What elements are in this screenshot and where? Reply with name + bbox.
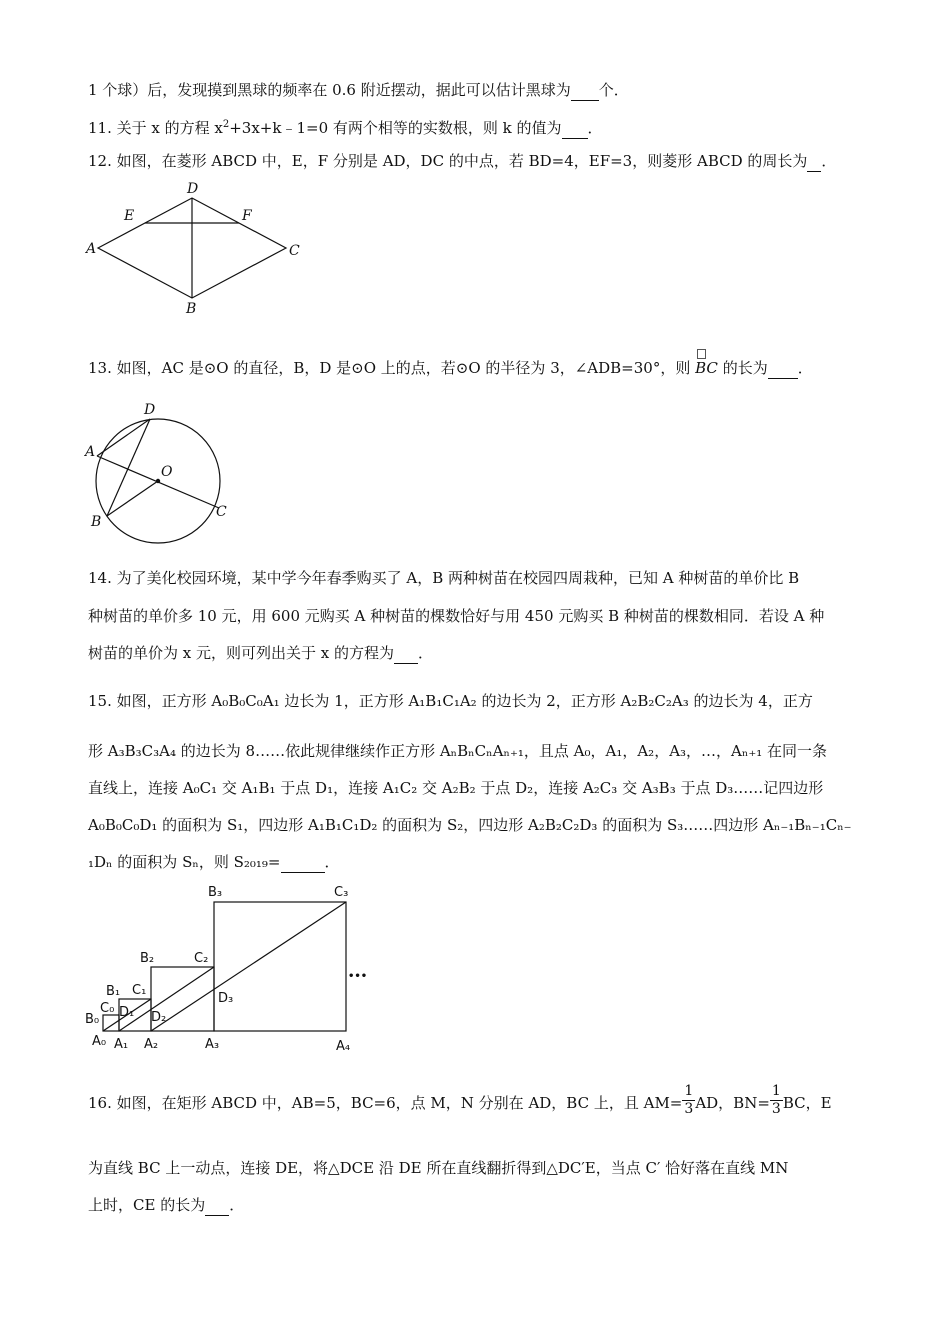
q16-line-3 <box>88 1195 244 1216</box>
label-o: O <box>161 464 173 480</box>
q10-end: 个． <box>598 81 629 99</box>
q11-exponent: 2 <box>222 119 230 130</box>
label-b2: B₂ <box>140 951 155 966</box>
center-point <box>156 479 160 483</box>
label-d: D <box>144 402 156 418</box>
q15-blank <box>281 852 325 873</box>
q11-text-a: 11. 关于 x 的方程 x <box>88 119 223 137</box>
rhombus-figure <box>84 178 314 318</box>
q12-text: 12. 如图，在菱形 ABCD 中，E，F 分别是 AD，DC 的中点，若 BD=4，EF=3，则菱形 ABCD 的周长为 <box>88 152 808 170</box>
q16-end: ． <box>229 1196 245 1214</box>
q15-line-3: 直线上，连接 A₀C₁ 交 A₁B₁ 于点 D₁，连接 A₁C₂ 交 A₂B₂ 于点 D₂，连接 A₂C₃ 交 A₃B₃ 于点 D₃……记四边形 <box>88 779 824 797</box>
q14-text-3: 树苗的单价为 x 元，则可列出关于 x 的方程为 <box>88 644 394 662</box>
label-c2: C₂ <box>194 951 209 966</box>
label-b1: B₁ <box>106 984 121 999</box>
arc-icon <box>697 349 706 359</box>
q12-blank <box>807 151 821 172</box>
label-c3: C₃ <box>334 885 349 900</box>
label-a3: A₃ <box>205 1037 220 1052</box>
label-c: C <box>289 243 300 259</box>
q15-text-5: ₁Dₙ 的面积为 Sₙ，则 S₂₀₁₉= <box>88 853 281 871</box>
q15-end: ． <box>324 853 340 871</box>
q16-text-3: 上时，CE 的长为 <box>88 1196 206 1214</box>
q11-end: ． <box>587 119 603 137</box>
q12-line <box>88 151 836 172</box>
label-d: D <box>187 181 199 197</box>
label-b: B <box>186 301 197 317</box>
label-d3: D₃ <box>218 991 234 1006</box>
q16-line-1 <box>88 1082 832 1122</box>
ellipsis-dots: ••• <box>348 971 368 982</box>
q14-line-2: 种树苗的单价多 10 元，用 600 元购买 A 种树苗的棵数恰好与用 450 元购买 B 种树苗的棵数相同．若设 A 种 <box>88 607 825 625</box>
square-0 <box>103 1015 119 1031</box>
q15-line-4: A₀B₀C₀D₁ 的面积为 S₁，四边形 A₁B₁C₁D₂ 的面积为 S₂，四边形 A₂B₂C₂D₃ 的面积为 S₃……四边形 Aₙ₋₁Bₙ₋₁Cₙ₋ <box>88 816 852 834</box>
label-c1: C₁ <box>132 983 147 998</box>
label-c0: C₀ <box>100 1001 115 1016</box>
q16-text-c: BC，E <box>782 1094 832 1112</box>
q14-end: ． <box>418 644 434 662</box>
label-a4: A₄ <box>336 1039 351 1054</box>
arc-bc-label: BC <box>695 358 718 378</box>
label-b: B <box>91 514 102 530</box>
fraction-one-third-b: $\frac{1}{3}$ <box>771 1082 781 1117</box>
q11-line <box>88 115 603 139</box>
q14-blank <box>394 643 418 664</box>
q13-end: ． <box>797 359 813 377</box>
q16-blank <box>205 1195 229 1216</box>
fraction-one-third-a: $\frac{1}{3}$ <box>684 1082 694 1117</box>
label-b0: B₀ <box>85 1012 100 1027</box>
label-d2: D₂ <box>151 1010 167 1025</box>
q11-blank <box>562 118 588 139</box>
squares-figure <box>84 880 384 1058</box>
label-e: E <box>124 208 135 224</box>
q16-text-b: AD，BN= <box>695 1094 770 1112</box>
q16-text-a: 16. 如图，在矩形 ABCD 中，AB=5，BC=6，点 M，N 分别在 AD，BC 上，且 AM= <box>88 1094 683 1112</box>
label-a1: A₁ <box>114 1037 129 1052</box>
q12-end: ． <box>821 152 837 170</box>
label-a0: A₀ <box>92 1034 107 1049</box>
label-f: F <box>242 208 252 224</box>
q10-blank <box>571 80 599 101</box>
q13-blank <box>768 358 798 379</box>
q13-text-a: 13. 如图，AC 是⊙O 的直径，B，D 是⊙O 上的点，若⊙O 的半径为 3，∠ADB=30°，则 <box>88 359 691 377</box>
square-3 <box>214 902 346 1031</box>
q13-text-b: 的长为 <box>722 359 768 377</box>
q16-line-2: 为直线 BC 上一动点，连接 DE，将△DCE 沿 DE 所在直线翻折得到△DC′E，当点 C′ 恰好落在直线 MN <box>88 1159 789 1177</box>
q15-line-2: 形 A₃B₃C₃A₄ 的边长为 8……依此规律继续作正方形 AₙBₙCₙAₙ₊₁，且点 A₀，A₁，A₂，A₃，…，Aₙ₊₁ 在同一条 <box>88 742 828 760</box>
q10-line <box>88 80 629 101</box>
label-a: A <box>85 444 96 460</box>
q14-line-3 <box>88 643 433 664</box>
label-a2: A₂ <box>144 1037 159 1052</box>
q11-text-b: +3x+k﹣1=0 有两个相等的实数根，则 k 的值为 <box>229 119 562 137</box>
q13-line <box>88 358 813 379</box>
label-d1: D₁ <box>119 1005 135 1020</box>
q15-line-5 <box>88 852 340 873</box>
q10-text: 1 个球）后，发现摸到黑球的频率在 0.6 附近摆动，据此可以估计黑球为 <box>88 81 571 99</box>
circle-figure <box>84 398 244 546</box>
label-a: A <box>86 241 97 257</box>
q15-line-1: 15. 如图，正方形 A₀B₀C₀A₁ 边长为 1，正方形 A₁B₁C₁A₂ 的边长为 2，正方形 A₂B₂C₂A₃ 的边长为 4，正方 <box>88 692 813 710</box>
q14-line-1: 14. 为了美化校园环境，某中学今年春季购买了 A，B 两种树苗在校园四周栽种，已知 A 种树苗的单价比 B <box>88 569 800 587</box>
label-c: C <box>216 504 227 520</box>
label-b3: B₃ <box>208 885 223 900</box>
